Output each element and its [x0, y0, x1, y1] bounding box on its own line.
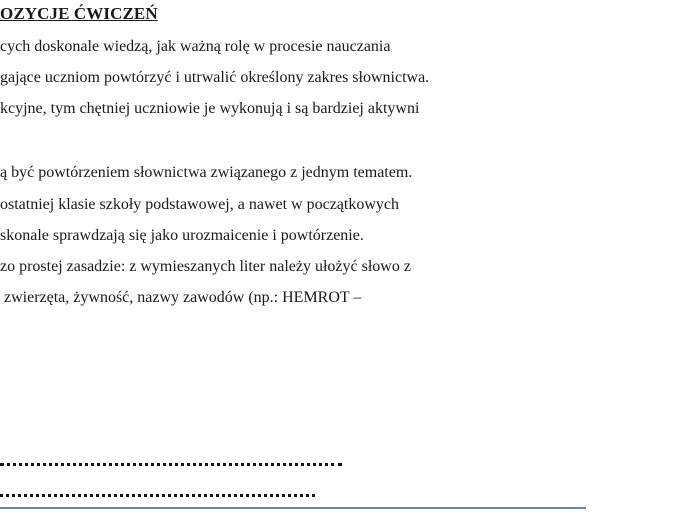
paragraph-2-line-2: ostatniej klasie szkoły podstawowej, a nawet w początkowych — [0, 196, 399, 213]
paragraph-2-line-3: skonale sprawdzają się jako urozmaicenie i powtórzenie. — [0, 227, 364, 244]
footer-rule — [0, 507, 586, 509]
paragraph-1-line-3: kcyjne, tym chętniej uczniowie je wykonują i są bardziej aktywni — [0, 100, 420, 117]
paragraph-2-line-5: zwierzęta, żywność, nazwy zawodów (np.: HEMROT – — [0, 289, 362, 306]
answer-dotted-line-2 — [0, 494, 315, 497]
answer-dotted-line-1 — [0, 463, 342, 466]
paragraph-2-line-4: zo prostej zasadzie: z wymieszanych liter należy ułożyć słowo z — [0, 258, 411, 275]
paragraph-2-line-1: ą być powtórzeniem słownictwa związanego z jednym tematem. — [0, 164, 413, 181]
paragraph-1-line-2: gające uczniom powtórzyć i utrwalić określony zakres słownictwa. — [0, 69, 430, 86]
paragraph-1-line-1: cych doskonale wiedzą, jak ważną rolę w procesie nauczania — [0, 38, 391, 55]
section-title: OZYCJE ĆWICZEŃ — [0, 4, 158, 23]
